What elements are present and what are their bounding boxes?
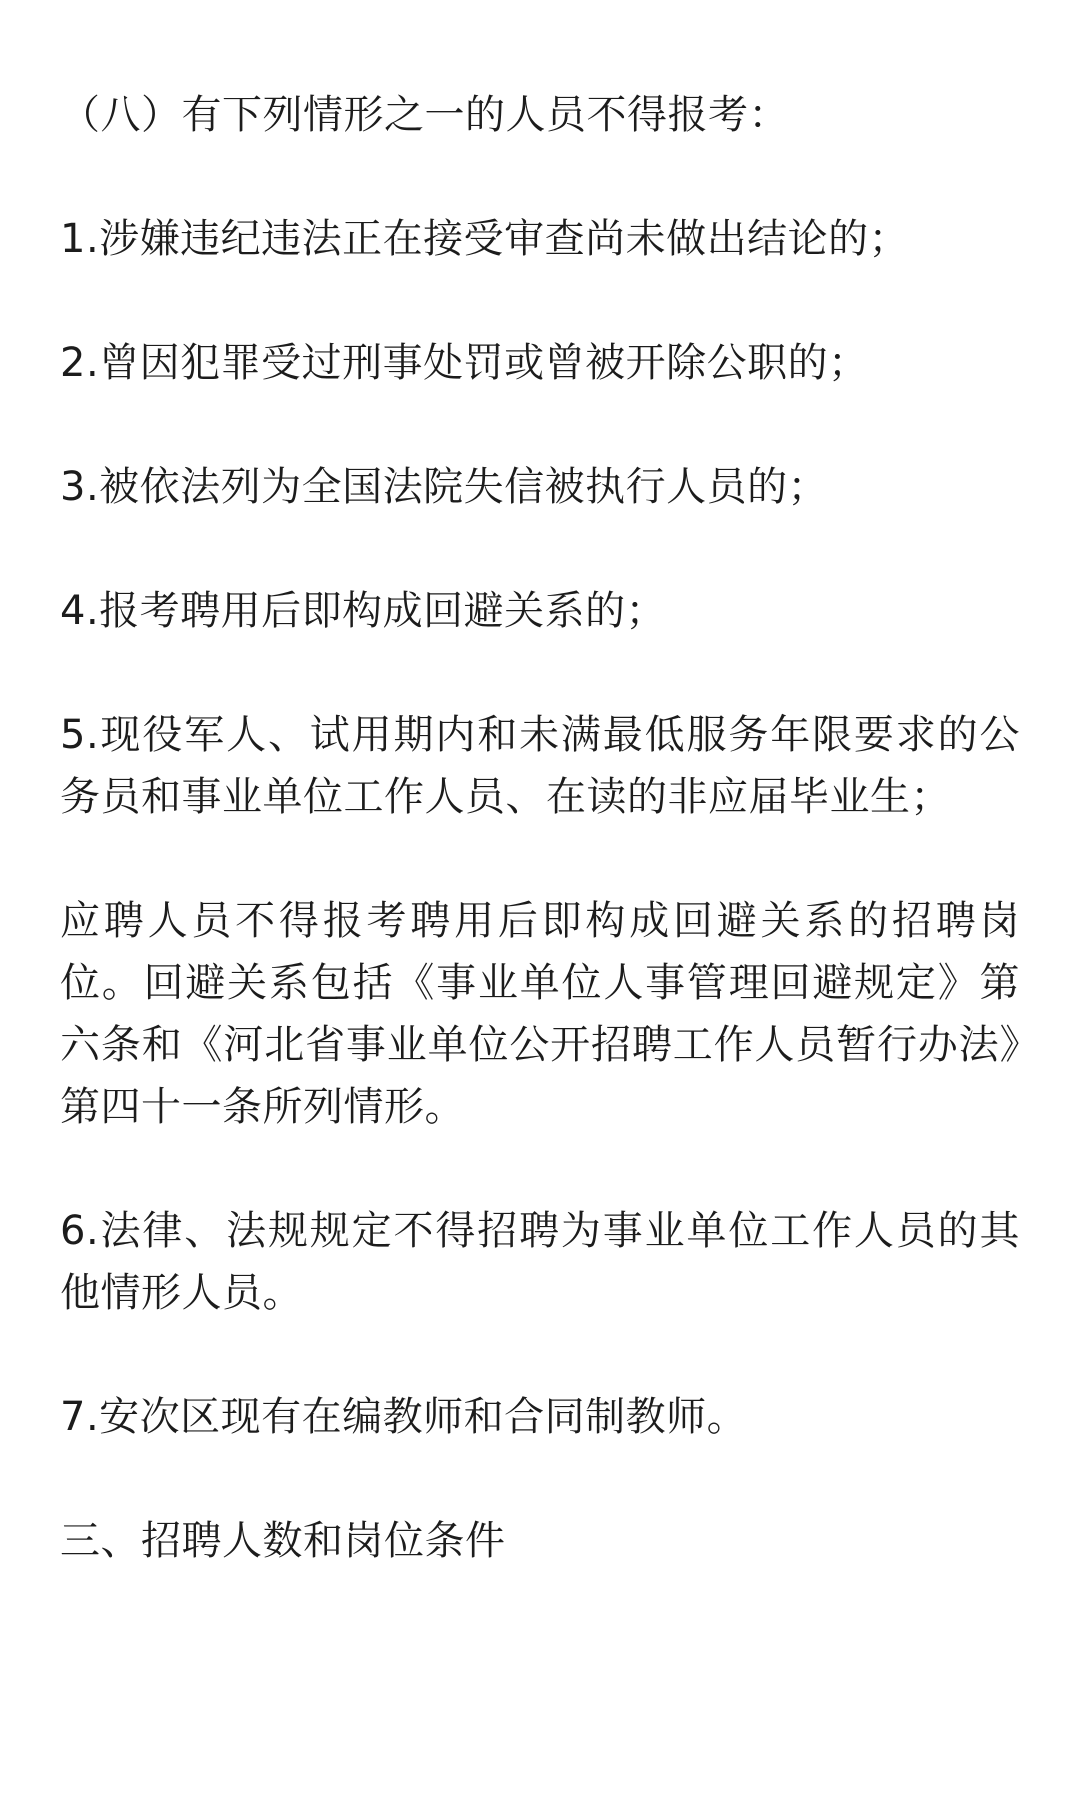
list-item-4: 4.报考聘用后即构成回避关系的； [60, 588, 667, 634]
list-item-7: 7.安次区现有在编教师和合同制教师。 [60, 1394, 748, 1440]
list-item-1: 1.涉嫌违纪违法正在接受审查尚未做出结论的； [60, 216, 910, 262]
list-item-2: 2.曾因犯罪受过刑事处罚或曾被开除公职的； [60, 340, 869, 386]
avoidance-note: 应聘人员不得报考聘用后即构成回避关系的招聘岗位。回避关系包括《事业单位人事管理回避规定》第六条和《河北省事业单位公开招聘工作人员暂行办法》第四十一条所列情形。 [60, 898, 1020, 1130]
section-heading-exclusions: （八）有下列情形之一的人员不得报考： [60, 92, 789, 138]
list-item-6: 6.法律、法规规定不得招聘为事业单位工作人员的其他情形人员。 [60, 1208, 1020, 1316]
section-heading-positions: 三、招聘人数和岗位条件 [60, 1518, 506, 1564]
list-item-3: 3.被依法列为全国法院失信被执行人员的； [60, 464, 829, 510]
article-body [60, 84, 1020, 1572]
list-item-5: 5.现役军人、试用期内和未满最低服务年限要求的公务员和事业单位工作人员、在读的非应届毕业生； [60, 712, 1020, 820]
